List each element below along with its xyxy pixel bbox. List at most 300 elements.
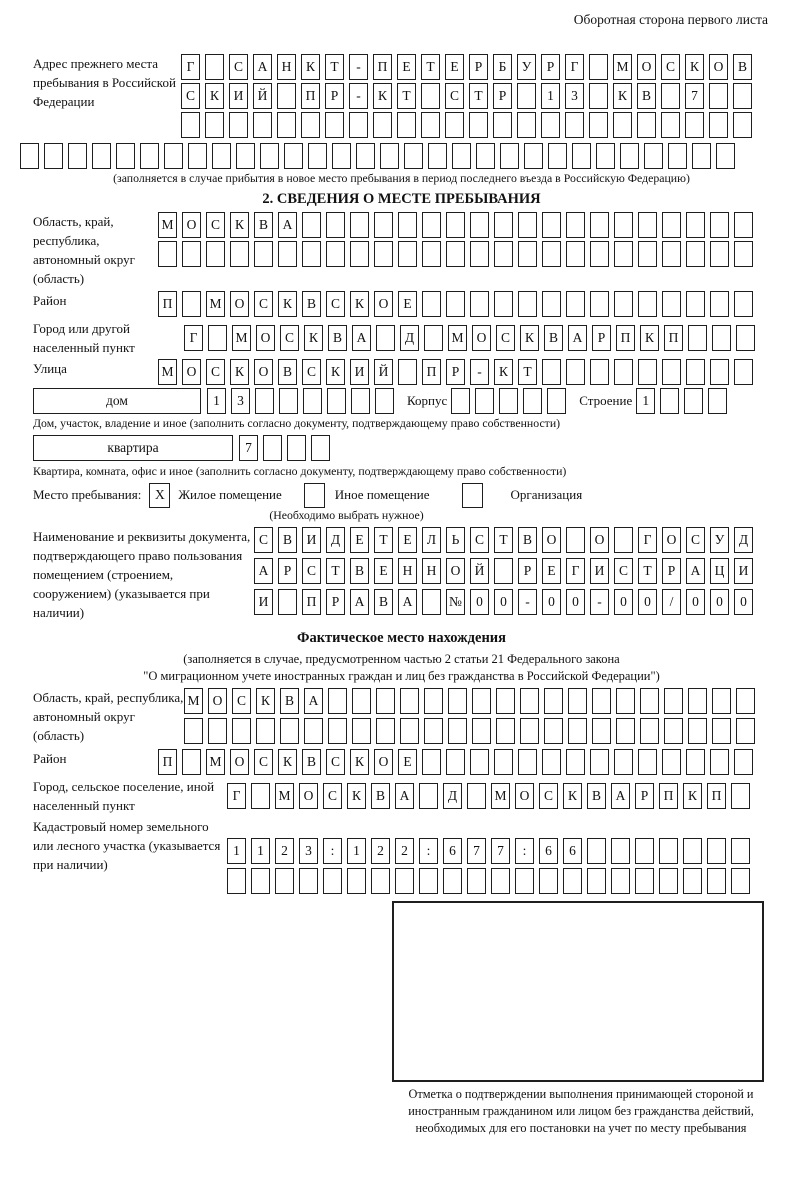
char-cell[interactable]: К bbox=[520, 325, 539, 351]
char-cell[interactable] bbox=[302, 212, 321, 238]
char-cell[interactable]: К bbox=[350, 291, 369, 317]
char-cell[interactable]: 0 bbox=[494, 589, 513, 615]
char-cell[interactable]: Е bbox=[398, 291, 417, 317]
char-cell[interactable] bbox=[614, 527, 633, 553]
char-cell[interactable]: Е bbox=[398, 749, 417, 775]
char-cell[interactable] bbox=[428, 143, 447, 169]
char-cell[interactable]: Р bbox=[469, 54, 488, 80]
char-cell[interactable] bbox=[734, 291, 753, 317]
char-cell[interactable]: К bbox=[683, 783, 702, 809]
char-cell[interactable] bbox=[664, 688, 683, 714]
char-cell[interactable] bbox=[589, 112, 608, 138]
char-cell[interactable]: П bbox=[422, 359, 441, 385]
char-cell[interactable]: О bbox=[637, 54, 656, 80]
char-cell[interactable] bbox=[614, 359, 633, 385]
char-cell[interactable] bbox=[397, 112, 416, 138]
char-cell[interactable] bbox=[332, 143, 351, 169]
char-cell[interactable]: С bbox=[326, 749, 345, 775]
char-cell[interactable] bbox=[182, 241, 201, 267]
char-cell[interactable]: А bbox=[611, 783, 630, 809]
char-cell[interactable] bbox=[328, 718, 347, 744]
char-cell[interactable]: В bbox=[374, 589, 393, 615]
char-cell[interactable]: О bbox=[662, 527, 681, 553]
char-cell[interactable]: С bbox=[232, 688, 251, 714]
char-cell[interactable]: С bbox=[496, 325, 515, 351]
char-cell[interactable]: Н bbox=[277, 54, 296, 80]
char-cell[interactable] bbox=[398, 359, 417, 385]
char-cell[interactable]: В bbox=[280, 688, 299, 714]
char-cell[interactable]: К bbox=[278, 291, 297, 317]
char-cell[interactable]: А bbox=[352, 325, 371, 351]
char-cell[interactable] bbox=[517, 112, 536, 138]
char-cell[interactable]: Ц bbox=[710, 558, 729, 584]
char-cell[interactable] bbox=[566, 749, 585, 775]
char-cell[interactable]: К bbox=[347, 783, 366, 809]
char-cell[interactable]: К bbox=[301, 54, 320, 80]
char-cell[interactable]: К bbox=[230, 359, 249, 385]
char-cell[interactable] bbox=[542, 241, 561, 267]
char-cell[interactable]: П bbox=[373, 54, 392, 80]
char-cell[interactable]: К bbox=[494, 359, 513, 385]
char-cell[interactable] bbox=[184, 718, 203, 744]
char-cell[interactable]: О bbox=[374, 291, 393, 317]
char-cell[interactable] bbox=[443, 868, 462, 894]
char-cell[interactable] bbox=[710, 291, 729, 317]
char-cell[interactable] bbox=[448, 688, 467, 714]
char-cell[interactable] bbox=[236, 143, 255, 169]
char-cell[interactable] bbox=[227, 868, 246, 894]
char-cell[interactable]: М bbox=[275, 783, 294, 809]
char-cell[interactable]: Р bbox=[662, 558, 681, 584]
char-cell[interactable] bbox=[375, 388, 394, 414]
char-cell[interactable] bbox=[256, 718, 275, 744]
char-cell[interactable]: О bbox=[515, 783, 534, 809]
char-cell[interactable]: 1 bbox=[636, 388, 655, 414]
char-cell[interactable] bbox=[708, 388, 727, 414]
char-cell[interactable]: С bbox=[686, 527, 705, 553]
char-cell[interactable] bbox=[303, 388, 322, 414]
char-cell[interactable] bbox=[376, 325, 395, 351]
char-cell[interactable] bbox=[688, 325, 707, 351]
char-cell[interactable] bbox=[470, 212, 489, 238]
char-cell[interactable] bbox=[613, 112, 632, 138]
char-cell[interactable] bbox=[140, 143, 159, 169]
char-cell[interactable]: С bbox=[206, 359, 225, 385]
char-cell[interactable] bbox=[589, 54, 608, 80]
char-cell[interactable]: 0 bbox=[686, 589, 705, 615]
char-cell[interactable] bbox=[638, 212, 657, 238]
char-cell[interactable]: В bbox=[328, 325, 347, 351]
char-cell[interactable]: О bbox=[374, 749, 393, 775]
char-cell[interactable] bbox=[158, 241, 177, 267]
char-cell[interactable] bbox=[398, 212, 417, 238]
char-cell[interactable] bbox=[572, 143, 591, 169]
char-cell[interactable] bbox=[301, 112, 320, 138]
char-cell[interactable] bbox=[640, 688, 659, 714]
char-cell[interactable] bbox=[616, 718, 635, 744]
checkbox-organizatsiya[interactable] bbox=[462, 483, 483, 508]
char-cell[interactable]: П bbox=[707, 783, 726, 809]
char-cell[interactable] bbox=[590, 291, 609, 317]
char-cell[interactable] bbox=[352, 688, 371, 714]
char-cell[interactable]: Е bbox=[397, 54, 416, 80]
char-cell[interactable]: Е bbox=[398, 527, 417, 553]
char-cell[interactable]: Н bbox=[398, 558, 417, 584]
char-cell[interactable]: Б bbox=[493, 54, 512, 80]
char-cell[interactable] bbox=[422, 589, 441, 615]
char-cell[interactable]: С bbox=[445, 83, 464, 109]
char-cell[interactable] bbox=[469, 112, 488, 138]
char-cell[interactable]: К bbox=[373, 83, 392, 109]
char-cell[interactable] bbox=[326, 212, 345, 238]
char-cell[interactable] bbox=[661, 112, 680, 138]
char-cell[interactable]: 0 bbox=[638, 589, 657, 615]
char-cell[interactable]: Й bbox=[253, 83, 272, 109]
char-cell[interactable] bbox=[731, 838, 750, 864]
char-cell[interactable]: Г bbox=[638, 527, 657, 553]
char-cell[interactable]: Р bbox=[493, 83, 512, 109]
char-cell[interactable] bbox=[287, 435, 306, 461]
char-cell[interactable] bbox=[422, 212, 441, 238]
char-cell[interactable]: 2 bbox=[371, 838, 390, 864]
char-cell[interactable]: 3 bbox=[231, 388, 250, 414]
char-cell[interactable] bbox=[421, 112, 440, 138]
char-cell[interactable]: Г bbox=[565, 54, 584, 80]
char-cell[interactable] bbox=[116, 143, 135, 169]
char-cell[interactable] bbox=[518, 241, 537, 267]
char-cell[interactable] bbox=[356, 143, 375, 169]
char-cell[interactable]: И bbox=[229, 83, 248, 109]
char-cell[interactable] bbox=[686, 749, 705, 775]
char-cell[interactable]: С bbox=[323, 783, 342, 809]
char-cell[interactable] bbox=[542, 291, 561, 317]
char-cell[interactable]: О bbox=[182, 212, 201, 238]
char-cell[interactable] bbox=[590, 212, 609, 238]
char-cell[interactable]: Т bbox=[518, 359, 537, 385]
char-cell[interactable]: Т bbox=[374, 527, 393, 553]
char-cell[interactable] bbox=[279, 388, 298, 414]
char-cell[interactable] bbox=[496, 718, 515, 744]
char-cell[interactable] bbox=[664, 718, 683, 744]
char-cell[interactable] bbox=[188, 143, 207, 169]
char-cell[interactable]: С bbox=[206, 212, 225, 238]
char-cell[interactable]: Р bbox=[325, 83, 344, 109]
char-cell[interactable]: 7 bbox=[685, 83, 704, 109]
char-cell[interactable] bbox=[590, 359, 609, 385]
char-cell[interactable]: О bbox=[230, 291, 249, 317]
char-cell[interactable] bbox=[311, 435, 330, 461]
char-cell[interactable] bbox=[253, 112, 272, 138]
char-cell[interactable] bbox=[500, 143, 519, 169]
char-cell[interactable]: Г bbox=[181, 54, 200, 80]
char-cell[interactable] bbox=[566, 212, 585, 238]
char-cell[interactable]: В bbox=[544, 325, 563, 351]
char-cell[interactable] bbox=[661, 83, 680, 109]
char-cell[interactable]: С bbox=[302, 359, 321, 385]
char-cell[interactable] bbox=[229, 112, 248, 138]
char-cell[interactable]: Т bbox=[638, 558, 657, 584]
char-cell[interactable]: К bbox=[640, 325, 659, 351]
char-cell[interactable]: О bbox=[256, 325, 275, 351]
char-cell[interactable] bbox=[523, 388, 542, 414]
char-cell[interactable] bbox=[164, 143, 183, 169]
char-cell[interactable] bbox=[590, 241, 609, 267]
char-cell[interactable] bbox=[451, 388, 470, 414]
char-cell[interactable]: О bbox=[182, 359, 201, 385]
char-cell[interactable] bbox=[470, 749, 489, 775]
char-cell[interactable] bbox=[686, 212, 705, 238]
char-cell[interactable]: М bbox=[613, 54, 632, 80]
char-cell[interactable] bbox=[688, 718, 707, 744]
char-cell[interactable]: И bbox=[590, 558, 609, 584]
char-cell[interactable] bbox=[542, 212, 561, 238]
char-cell[interactable] bbox=[565, 112, 584, 138]
char-cell[interactable] bbox=[707, 868, 726, 894]
char-cell[interactable] bbox=[230, 241, 249, 267]
char-cell[interactable]: Н bbox=[422, 558, 441, 584]
char-cell[interactable] bbox=[278, 241, 297, 267]
char-cell[interactable] bbox=[470, 291, 489, 317]
char-cell[interactable] bbox=[424, 718, 443, 744]
char-cell[interactable] bbox=[614, 749, 633, 775]
char-cell[interactable]: Й bbox=[470, 558, 489, 584]
char-cell[interactable] bbox=[659, 868, 678, 894]
char-cell[interactable]: 0 bbox=[542, 589, 561, 615]
char-cell[interactable]: К bbox=[278, 749, 297, 775]
char-cell[interactable] bbox=[611, 868, 630, 894]
char-cell[interactable] bbox=[635, 868, 654, 894]
char-cell[interactable] bbox=[251, 783, 270, 809]
char-cell[interactable]: С bbox=[280, 325, 299, 351]
char-cell[interactable]: Г bbox=[184, 325, 203, 351]
char-cell[interactable]: О bbox=[472, 325, 491, 351]
char-cell[interactable] bbox=[347, 868, 366, 894]
char-cell[interactable] bbox=[518, 749, 537, 775]
char-cell[interactable] bbox=[548, 143, 567, 169]
char-cell[interactable] bbox=[520, 718, 539, 744]
char-cell[interactable]: Р bbox=[541, 54, 560, 80]
char-cell[interactable] bbox=[590, 749, 609, 775]
char-cell[interactable] bbox=[263, 435, 282, 461]
char-cell[interactable]: Т bbox=[469, 83, 488, 109]
char-cell[interactable] bbox=[491, 868, 510, 894]
char-cell[interactable] bbox=[614, 241, 633, 267]
char-cell[interactable]: М bbox=[206, 291, 225, 317]
char-cell[interactable] bbox=[734, 241, 753, 267]
char-cell[interactable] bbox=[424, 688, 443, 714]
char-cell[interactable]: А bbox=[568, 325, 587, 351]
char-cell[interactable] bbox=[422, 749, 441, 775]
char-cell[interactable] bbox=[638, 749, 657, 775]
char-cell[interactable] bbox=[494, 241, 513, 267]
char-cell[interactable] bbox=[683, 838, 702, 864]
char-cell[interactable]: Т bbox=[494, 527, 513, 553]
char-cell[interactable]: В bbox=[278, 527, 297, 553]
char-cell[interactable]: М bbox=[448, 325, 467, 351]
char-cell[interactable] bbox=[515, 868, 534, 894]
char-cell[interactable] bbox=[587, 868, 606, 894]
char-cell[interactable] bbox=[395, 868, 414, 894]
char-cell[interactable] bbox=[182, 749, 201, 775]
char-cell[interactable]: П bbox=[158, 749, 177, 775]
char-cell[interactable] bbox=[475, 388, 494, 414]
char-cell[interactable]: В bbox=[371, 783, 390, 809]
char-cell[interactable] bbox=[614, 212, 633, 238]
char-cell[interactable]: М bbox=[158, 212, 177, 238]
char-cell[interactable] bbox=[205, 112, 224, 138]
char-cell[interactable] bbox=[422, 241, 441, 267]
char-cell[interactable]: А bbox=[395, 783, 414, 809]
char-cell[interactable]: : bbox=[515, 838, 534, 864]
char-cell[interactable] bbox=[373, 112, 392, 138]
char-cell[interactable]: В bbox=[278, 359, 297, 385]
char-cell[interactable] bbox=[733, 83, 752, 109]
char-cell[interactable]: В bbox=[587, 783, 606, 809]
char-cell[interactable] bbox=[419, 868, 438, 894]
char-cell[interactable] bbox=[662, 241, 681, 267]
char-cell[interactable] bbox=[692, 143, 711, 169]
char-cell[interactable] bbox=[376, 688, 395, 714]
char-cell[interactable]: В bbox=[302, 291, 321, 317]
char-cell[interactable] bbox=[472, 718, 491, 744]
char-cell[interactable] bbox=[280, 718, 299, 744]
char-cell[interactable] bbox=[400, 688, 419, 714]
char-cell[interactable] bbox=[638, 359, 657, 385]
char-cell[interactable]: 1 bbox=[541, 83, 560, 109]
char-cell[interactable]: 6 bbox=[563, 838, 582, 864]
char-cell[interactable]: К bbox=[230, 212, 249, 238]
char-cell[interactable] bbox=[476, 143, 495, 169]
char-cell[interactable]: С bbox=[326, 291, 345, 317]
char-cell[interactable] bbox=[710, 241, 729, 267]
char-cell[interactable] bbox=[251, 868, 270, 894]
char-cell[interactable] bbox=[524, 143, 543, 169]
char-cell[interactable] bbox=[716, 143, 735, 169]
char-cell[interactable] bbox=[328, 688, 347, 714]
char-cell[interactable]: 6 bbox=[539, 838, 558, 864]
char-cell[interactable]: А bbox=[278, 212, 297, 238]
char-cell[interactable] bbox=[452, 143, 471, 169]
char-cell[interactable] bbox=[539, 868, 558, 894]
char-cell[interactable] bbox=[518, 212, 537, 238]
char-cell[interactable] bbox=[308, 143, 327, 169]
char-cell[interactable] bbox=[568, 718, 587, 744]
char-cell[interactable]: М bbox=[491, 783, 510, 809]
char-cell[interactable] bbox=[496, 688, 515, 714]
char-cell[interactable] bbox=[371, 868, 390, 894]
char-cell[interactable]: Е bbox=[374, 558, 393, 584]
char-cell[interactable] bbox=[731, 783, 750, 809]
char-cell[interactable] bbox=[68, 143, 87, 169]
char-cell[interactable] bbox=[541, 112, 560, 138]
char-cell[interactable]: - bbox=[590, 589, 609, 615]
char-cell[interactable]: Д bbox=[400, 325, 419, 351]
char-cell[interactable] bbox=[709, 83, 728, 109]
char-cell[interactable] bbox=[542, 359, 561, 385]
char-cell[interactable]: 0 bbox=[614, 589, 633, 615]
char-cell[interactable] bbox=[350, 241, 369, 267]
char-cell[interactable]: 7 bbox=[239, 435, 258, 461]
char-cell[interactable] bbox=[275, 868, 294, 894]
char-cell[interactable] bbox=[302, 241, 321, 267]
char-cell[interactable]: И bbox=[302, 527, 321, 553]
char-cell[interactable]: 2 bbox=[395, 838, 414, 864]
char-cell[interactable]: С bbox=[539, 783, 558, 809]
char-cell[interactable] bbox=[662, 212, 681, 238]
char-cell[interactable]: А bbox=[398, 589, 417, 615]
char-cell[interactable] bbox=[566, 291, 585, 317]
char-cell[interactable] bbox=[710, 359, 729, 385]
char-cell[interactable]: В bbox=[254, 212, 273, 238]
char-cell[interactable]: К bbox=[613, 83, 632, 109]
char-cell[interactable]: К bbox=[326, 359, 345, 385]
char-cell[interactable] bbox=[736, 688, 755, 714]
char-cell[interactable] bbox=[424, 325, 443, 351]
char-cell[interactable]: А bbox=[686, 558, 705, 584]
char-cell[interactable]: Й bbox=[374, 359, 393, 385]
char-cell[interactable] bbox=[20, 143, 39, 169]
char-cell[interactable] bbox=[374, 241, 393, 267]
char-cell[interactable]: О bbox=[230, 749, 249, 775]
char-cell[interactable] bbox=[299, 868, 318, 894]
char-cell[interactable]: 7 bbox=[467, 838, 486, 864]
char-cell[interactable] bbox=[205, 54, 224, 80]
char-cell[interactable]: О bbox=[709, 54, 728, 80]
char-cell[interactable]: 1 bbox=[251, 838, 270, 864]
char-cell[interactable]: Т bbox=[421, 54, 440, 80]
char-cell[interactable] bbox=[566, 359, 585, 385]
char-cell[interactable] bbox=[208, 718, 227, 744]
char-cell[interactable] bbox=[467, 868, 486, 894]
char-cell[interactable] bbox=[620, 143, 639, 169]
char-cell[interactable]: П bbox=[301, 83, 320, 109]
char-cell[interactable]: 7 bbox=[491, 838, 510, 864]
char-cell[interactable] bbox=[736, 718, 755, 744]
char-cell[interactable] bbox=[182, 291, 201, 317]
char-cell[interactable] bbox=[662, 749, 681, 775]
checkbox-zhiloe[interactable]: X bbox=[149, 483, 170, 508]
char-cell[interactable] bbox=[255, 388, 274, 414]
char-cell[interactable]: К bbox=[350, 749, 369, 775]
char-cell[interactable]: О bbox=[446, 558, 465, 584]
char-cell[interactable]: 2 bbox=[275, 838, 294, 864]
char-cell[interactable] bbox=[731, 868, 750, 894]
char-cell[interactable] bbox=[284, 143, 303, 169]
char-cell[interactable]: / bbox=[662, 589, 681, 615]
char-cell[interactable]: Г bbox=[227, 783, 246, 809]
char-cell[interactable]: П bbox=[158, 291, 177, 317]
char-cell[interactable] bbox=[611, 838, 630, 864]
char-cell[interactable] bbox=[734, 212, 753, 238]
char-cell[interactable] bbox=[422, 291, 441, 317]
char-cell[interactable]: Р bbox=[592, 325, 611, 351]
char-cell[interactable]: 3 bbox=[299, 838, 318, 864]
char-cell[interactable] bbox=[181, 112, 200, 138]
char-cell[interactable] bbox=[566, 241, 585, 267]
char-cell[interactable]: И bbox=[734, 558, 753, 584]
char-cell[interactable]: О bbox=[590, 527, 609, 553]
char-cell[interactable] bbox=[374, 212, 393, 238]
char-cell[interactable] bbox=[616, 688, 635, 714]
char-cell[interactable] bbox=[635, 838, 654, 864]
char-cell[interactable]: А bbox=[304, 688, 323, 714]
char-cell[interactable] bbox=[640, 718, 659, 744]
char-cell[interactable] bbox=[419, 783, 438, 809]
char-cell[interactable]: П bbox=[616, 325, 635, 351]
char-cell[interactable] bbox=[686, 291, 705, 317]
char-cell[interactable] bbox=[445, 112, 464, 138]
char-cell[interactable]: В bbox=[302, 749, 321, 775]
